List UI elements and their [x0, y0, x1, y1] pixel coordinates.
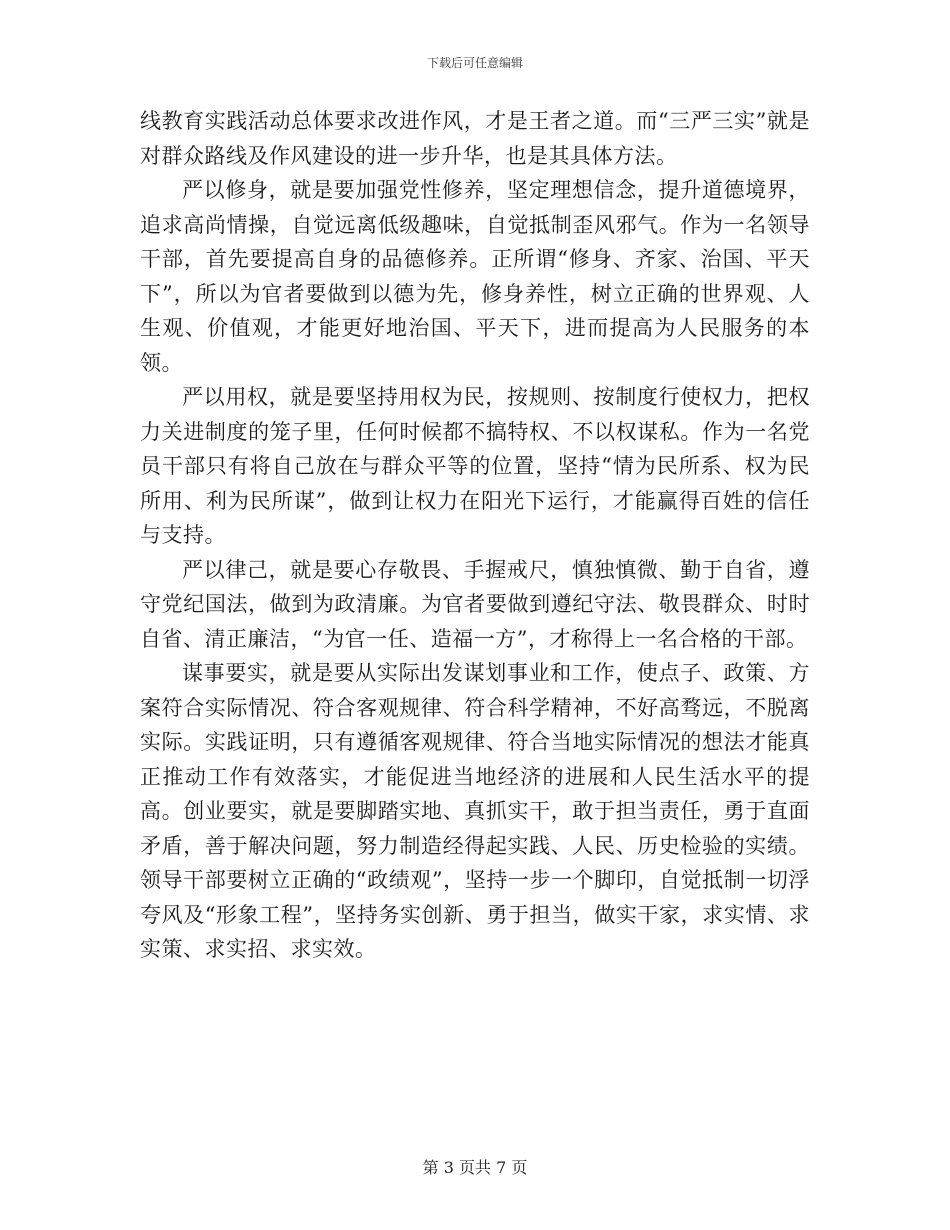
paragraph-self-cultivation: 严以修身，就是要加强党性修养，坚定理想信念，提升道德境界，追求高尚情操，自觉远离低级趣味，自觉抵制歪风邪气。作为一名领导干部，首先要提高自身的品德修养。正所谓“修身、齐家、治国、平天下”，所以为官者要做到以德为先，修身养性，树立正确的世界观、人生观、价值观，才能更好地治国、平天下，进而提高为人民服务的本领。	[140, 178, 810, 375]
page-footer	[0, 1155, 950, 1178]
paragraph-self-discipline: 严以律己，就是要心存敬畏、手握戒尺，慎独慎微、勤于自省，遵守党纪国法，做到为政清廉。为官者要做到遵纪守法、敬畏群众、时时自省、清正廉洁，“为官一任、造福一方”，才称得上一名合格的干部。	[140, 557, 810, 651]
document-body	[140, 104, 810, 967]
paragraph-use-of-power: 严以用权，就是要坚持用权为民，按规则、按制度行使权力，把权力关进制度的笼子里，任何时候都不搞特权、不以权谋私。作为一名党员干部只有将自己放在与群众平等的位置，坚持“情为民所系、权为民所用、利为民所谋”，做到让权力在阳光下运行，才能赢得百姓的信任与支持。	[140, 385, 810, 547]
paragraph-continuation: 线教育实践活动总体要求改进作风，才是王者之道。而“三严三实”就是对群众路线及作风建设的进一步升华，也是其具体方法。	[140, 109, 810, 168]
paragraph-practical-work: 谋事要实，就是要从实际出发谋划事业和工作，使点子、政策、方案符合实际情况、符合客观规律、符合科学精神，不好高骛远，不脱离实际。实践证明，只有遵循客观规律、符合当地实际情况的想法才能真正推动工作有效落实，才能促进当地经济的进展和人民生活水平的提高。创业要实，就是要脚踏实地、真抓实干，敢于担当责任，勇于直面矛盾，善于解决问题，努力制造经得起实践、人民、历史检验的实绩。领导干部要树立正确的“政绩观”，坚持一步一个脚印，自觉抵制一切浮夸风及“形象工程”，坚持务实创新、勇于担当，做实干家，求实情、求实策、求实招、求实效。	[140, 661, 810, 961]
page-number: 第 3 页共 7 页	[422, 1158, 528, 1177]
header-note: 下载后可任意编辑	[426, 56, 523, 70]
page-header	[0, 54, 950, 71]
